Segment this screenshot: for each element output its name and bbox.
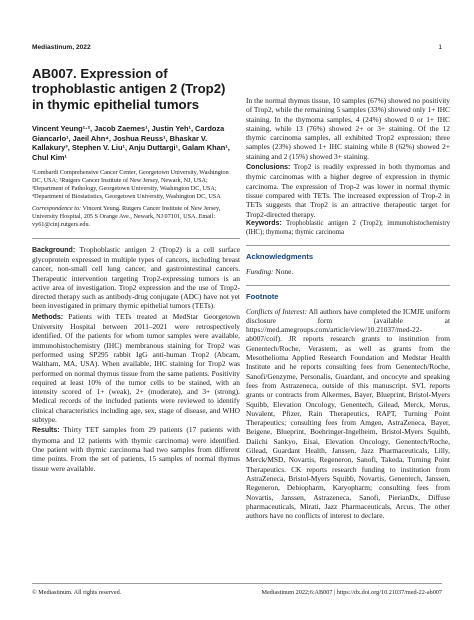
left-column — [32, 66, 240, 473]
keywords-paragraph — [246, 220, 450, 237]
background-text: Trophoblastic antigen 2 (Trop2) is a cell surface glycoprotein expressed in multiple types of cancers, including breast cancer, non-small cell lung cancer, and gastrointestinal cancers. Therapeutic intervention targeting Trop2-expressing tumors is an active area of investigation. Trop2 expression and the use of Trop2-directed therapy such as antibody-drug conjugate (ADC) have not yet been investigated in primary thymic epithelial tumors (TETs). — [32, 244, 240, 311]
divider — [246, 245, 450, 246]
conflicts-label: Conflicts of Interest: — [246, 306, 307, 316]
acknowledgments-heading: Acknowledgments — [246, 252, 314, 262]
conflicts-text: All authors have completed the ICMJE uniform disclosure form (available at https://med.amegroups.com/article/view/10.21037/med-22-ab007/coif). JR reports research grants to institution from Genentech/Roche, Verastem, as well as grants from the Mesothelioma Applied Research Foundation and Medstar Health Institute and he reports consulting fees from Genentech/Roche, Sanofi/Genzyme, Personalis, Guardant, and oncocyte and speaking fees from Astrazeneca, outside of this manuscript. SVL reports grants or contracts from Alkermes, Bayer, Blueprint, Bristol-Myers Squibb, Elevation Oncology, Genentech, Gilead, Merck, Merus, Nuvalent, Pfizer, Rain Therapeutics, RAPT, Turning Point Therapeutics; consulting fees from Amgen, AstraZeneca, Bayer, Beigene, Blueprint, Boehringer-Ingelheim, Bristol-Myers Squibb, Daiichi Sankyo, Eisai, Elevation Oncology, Genentech/Roche, Gilead, Guardant Health, Janssen, Jazz Pharmaceuticals, Lilly, Merck/MSD, Novartis, Regeneron, Sanofi, Takeda, Turning Point Therapeutics. CK reports research funding to institution from AstraZeneca, Bristol-Myers Squibb, Novartis, Genentech, Janssen, Regeneron, Debiopharm, Karyopharm; consulting fees from Novartis, Janssen, Astrazeneca, Sanofi, PierianDx, Diffuse pharmaceuticals, Mirati, Jazz Pharmaceuticals, Arcus. The other authors have no conflicts of interest to declare. — [246, 306, 450, 521]
conclusions-label: Conclusions: — [246, 164, 291, 172]
right-column — [246, 96, 450, 520]
results-label: Results: — [32, 427, 60, 435]
methods-paragraph — [32, 312, 240, 425]
methods-text: Patients with TETs treated at MedStar Georgetown University Hospital between 2011–2021 were retrospectively identified. Of the patients for whom tumor samples were available, immunohistochemistry (IHC) membranous staining for Trop2 was performed using SP295 rabbit IgG anti-human Trop2 (Abcam, Waltham, MA, USA). When available, IHC staining for Trop2 was performed on normal thymus tissue from the same patients. Positivity required at least 10% of the tumor cells to be stained, with an intensity scored of 1+ (weak), 2+ (moderate), and 3+ (strong). Medical records of the included patients were reviewed to identify clinical characteristics including age, sex, stage of disease, and WHO subtype. — [32, 311, 240, 425]
background-paragraph — [32, 245, 240, 311]
citation: Mediastinum 2022;6:AB007 | https://dx.doi.org/10.21037/med-22-ab007 — [261, 589, 442, 596]
keywords-text: Trophoblastic antigen 2 (Trop2); immunohistochemistry (IHC); thymoma; thymic carcinoma — [246, 219, 450, 236]
divider — [32, 238, 240, 239]
results-continued: In the normal thymus tissue, 10 samples (67%) showed no positivity of Trop2, while the remaining 5 samples (33%) showed only 1+ IHC staining. In the thymoma samples, 4 (24%) showed 0 or 1+ IHC staining, while 13 (76%) showed 2+ or 3+ staining. Of the 12 thymic carcinoma samples, all exhibited Trop2 expression; three samples (23%) showed 1+ IHC staining while 8 (62%) showed 2+ staining and 2 (15%) showed 3+ staining. — [246, 96, 450, 161]
background-label: Background: — [32, 246, 76, 254]
funding-paragraph — [246, 267, 450, 276]
funding-label: Funding: — [246, 267, 274, 277]
funding-text: None. — [273, 267, 294, 277]
page-number: 1 — [438, 44, 442, 51]
affiliations: ¹Lombardi Comprehensive Cancer Center, Georgetown University, Washington DC, USA; ²Rutgers Cancer Institute of New Jersey, Newark, NJ, USA; ³Department of Pathology, Georgetown University, Washington DC, USA; ⁴Department of Biostatistics, Georgetown University, Washington DC, USA — [32, 168, 229, 201]
conclusions-text: Trop2 is readily expressed in both thymomas and thymic carcinomas with a higher degree of expression in thymic carcinoma. The expression of Trop-2 was lower in normal thymic tissue compared with TETs. The increased expression of Trop-2 in TETs suggests that Trop2 is an attractive therapeutic target for Trop2-directed therapy. — [246, 162, 450, 219]
correspondence-label: Correspondence to: — [32, 204, 82, 212]
copyright: © Mediastinum. All rights reserved. — [32, 589, 122, 596]
journal-name: Mediastinum, 2022 — [32, 44, 91, 51]
results-paragraph — [32, 425, 240, 472]
author-list: Vincent Yeung¹·², Jacob Zaemes¹, Justin Yeh¹, Cardoza Giancarlo¹, Jaeil Ahn⁴, Joshua Reuss¹, Bhaskar V. Kallakury³, Stephen V. Liu¹, Anju Duttargi¹, Galam Khan¹, Chul Kim¹ — [32, 124, 230, 162]
footer-divider — [32, 583, 442, 584]
footnote-heading: Footnote — [246, 291, 279, 301]
results-text: Thirty TET samples from 29 patients (17 patients with thymoma and 12 patients with thymic carcinoma) were identified. One patient with thymic carcinoma had two samples from different time points. From the set of patients, 15 samples of normal thymus tissue were available. — [32, 425, 240, 473]
methods-label: Methods: — [32, 313, 64, 321]
divider — [246, 285, 450, 286]
keywords-label: Keywords: — [246, 219, 282, 227]
article-title: AB007. Expression of trophoblastic antigen 2 (Trop2) in thymic epithelial tumors — [32, 66, 226, 112]
conflicts-paragraph — [246, 307, 450, 521]
correspondence — [32, 205, 240, 230]
conclusions-paragraph — [246, 162, 450, 219]
correspondence-text: Vincent Yeung. Rutgers Cancer Institute of New Jersey, University Hospital, 205 S Orange Ave., Newark, NJ 07101, USA. Email: vy61@cinj.rutgers.edu. — [32, 204, 221, 229]
